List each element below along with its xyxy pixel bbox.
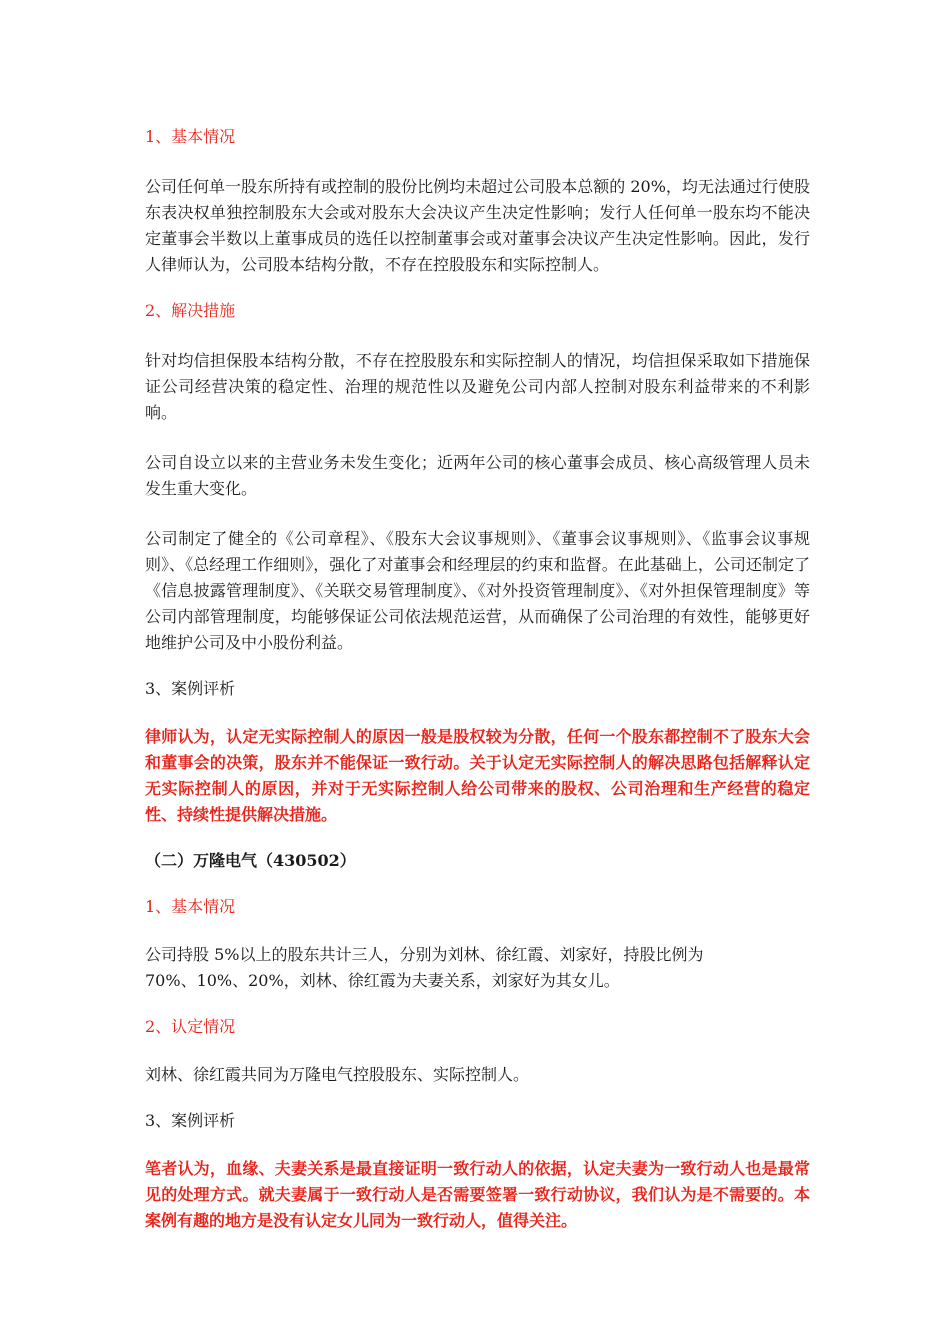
case2-paragraph-line-1: 公司持股 5%以上的股东共计三人，分别为刘林、徐红霞、刘家好，持股比例为	[145, 945, 704, 964]
case2-heading-basic-info: 1、基本情况	[145, 897, 236, 916]
case2-paragraph-case-analysis: 笔者认为，血缘、夫妻关系是最直接证明一致行动人的依据，认定夫妻为一致行动人也是最常见的处理方式。就夫妻属于一致行动人是否需要签署一致行动协议，我们认为是不需要的。本案例有趣的地方是没有认定女儿同为一致行动人，值得关注。	[145, 1159, 810, 1230]
case2-paragraph-line-2: 70%、10%、20%，刘林、徐红霞为夫妻关系，刘家好为其女儿。	[145, 971, 620, 990]
case2-heading-case-analysis: 3、案例评析	[145, 1111, 236, 1130]
paragraph-solutions-2: 公司自设立以来的主营业务未发生变化；近两年公司的核心董事会成员、核心高级管理人员未发生重大变化。	[145, 453, 810, 498]
paragraph-solutions-3: 公司制定了健全的《公司章程》、《股东大会议事规则》、《董事会议事规则》、《监事会议事规则》、《总经理工作细则》，强化了对董事会和经理层的约束和监督。在此基础上，公司还制定了《信息披露管理制度》、《关联交易管理制度》、《对外投资管理制度》、《对外担保管理制度》等公司内部管理制度，均能够保证公司依法规范运营，从而确保了公司治理的有效性，能够更好地维护公司及中小股份利益。	[145, 529, 810, 652]
paragraph-case-analysis: 律师认为，认定无实际控制人的原因一般是股权较为分散，任何一个股东都控制不了股东大会和董事会的决策，股东并不能保证一致行动。关于认定无实际控制人的解决思路包括解释认定无实际控制人的原因，并对于无实际控制人给公司带来的股权、公司治理和生产经营的稳定性、持续性提供解决措施。	[145, 727, 810, 824]
section-heading-case-analysis: 3、案例评析	[145, 679, 236, 698]
case2-paragraph-determination: 刘林、徐红霞共同为万隆电气控股股东、实际控制人。	[145, 1065, 530, 1084]
section-heading-basic-info: 1、基本情况	[145, 127, 236, 146]
paragraph-solutions-1: 针对均信担保股本结构分散，不存在控股股东和实际控制人的情况，均信担保采取如下措施保证公司经营决策的稳定性、治理的规范性以及避免公司内部人控制对股东利益带来的不利影响。	[145, 351, 810, 422]
case-title-wanlong: （二）万隆电气（430502）	[145, 851, 356, 870]
section-heading-solutions: 2、解决措施	[145, 301, 236, 320]
case2-heading-determination: 2、认定情况	[145, 1017, 236, 1036]
paragraph-basic-info: 公司任何单一股东所持有或控制的股份比例均未超过公司股本总额的 20%，均无法通过行使股东表决权单独控制股东大会或对股东大会决议产生决定性影响；发行人任何单一股东均不能决定董事会半数以上董事成员的选任以控制董事会或对董事会决议产生决定性影响。因此，发行人律师认为，公司股本结构分散，不存在控股股东和实际控制人。	[145, 177, 810, 274]
document-page	[145, 120, 810, 1234]
